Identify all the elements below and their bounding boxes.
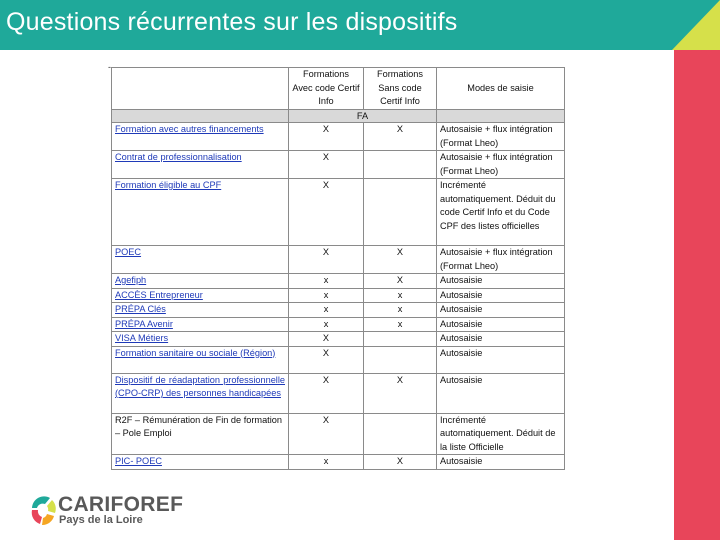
header-cell-dispositif: [112, 68, 289, 110]
row-label[interactable]: Agefiph: [112, 274, 289, 289]
avec-code-mark: x: [289, 274, 364, 289]
header-cell-sans-code: Formations Sans code Certif Info: [364, 68, 437, 110]
sans-code-mark: [364, 151, 437, 179]
table-row: [112, 246, 565, 274]
band-spacer: [112, 110, 289, 123]
avec-code-mark: X: [289, 413, 364, 455]
page-title: Questions récurrentes sur les dispositifs: [6, 8, 458, 36]
corner-triangle-decoration: [672, 0, 720, 50]
mode-cell: Autosaisie + flux intégration (Format Lheo): [437, 246, 565, 274]
sans-code-mark: [364, 332, 437, 347]
row-label[interactable]: Dispositif de réadaptation professionnelle (CPO-CRP) des personnes handicapées: [112, 373, 289, 413]
sans-code-mark: X: [364, 455, 437, 470]
row-label[interactable]: VISA Métiers: [112, 332, 289, 347]
header-cell-avec-code: Formations Avec code Certif Info: [289, 68, 364, 110]
table-row: [112, 373, 565, 413]
sans-code-mark: X: [364, 373, 437, 413]
avec-code-mark: x: [289, 303, 364, 318]
row-label[interactable]: PIC- POEC: [112, 455, 289, 470]
mode-cell: Autosaisie: [437, 288, 565, 303]
table-row: [112, 455, 565, 470]
mode-cell: Incrémenté automatiquement. Déduit du code Certif Info et du Code CPF des listes officielles: [437, 179, 565, 246]
mode-cell: Autosaisie + flux intégration (Format Lheo): [437, 151, 565, 179]
avec-code-mark: x: [289, 288, 364, 303]
avec-code-mark: x: [289, 317, 364, 332]
sans-code-mark: x: [364, 303, 437, 318]
table-row: [112, 346, 565, 373]
sans-code-mark: X: [364, 274, 437, 289]
cariforef-logo-icon: [28, 494, 58, 528]
row-label[interactable]: ACCÈS Entrepreneur: [112, 288, 289, 303]
band-label: FA: [289, 110, 437, 123]
row-label: R2F – Rémunération de Fin de formation – Pole Emploi: [112, 413, 289, 455]
sans-code-mark: [364, 346, 437, 373]
avec-code-mark: X: [289, 179, 364, 246]
band-spacer: [437, 110, 565, 123]
logo-subtitle: Pays de la Loire: [59, 514, 143, 526]
dispositifs-table: [111, 67, 565, 470]
mode-cell: Incrémenté automatiquement. Déduit de la liste Officielle: [437, 413, 565, 455]
mode-cell: Autosaisie + flux intégration (Format Lheo): [437, 123, 565, 151]
table-row: [112, 317, 565, 332]
sans-code-mark: X: [364, 123, 437, 151]
table-header-row: [112, 68, 565, 110]
avec-code-mark: x: [289, 455, 364, 470]
avec-code-mark: X: [289, 373, 364, 413]
mode-cell: Autosaisie: [437, 455, 565, 470]
mode-cell: Autosaisie: [437, 317, 565, 332]
mode-cell: Autosaisie: [437, 332, 565, 347]
row-label[interactable]: Formation éligible au CPF: [112, 179, 289, 246]
table-band-row: [112, 110, 565, 123]
table-row: [112, 413, 565, 455]
sans-code-mark: x: [364, 288, 437, 303]
sans-code-mark: X: [364, 246, 437, 274]
table-row: [112, 332, 565, 347]
row-label[interactable]: PRÉPA Avenir: [112, 317, 289, 332]
avec-code-mark: X: [289, 151, 364, 179]
sans-code-mark: [364, 179, 437, 246]
header-bar: [0, 0, 720, 50]
table-row: [112, 123, 565, 151]
avec-code-mark: X: [289, 332, 364, 347]
header-cell-modes: Modes de saisie: [437, 68, 565, 110]
table-row: [112, 274, 565, 289]
cariforef-logo: [28, 494, 198, 528]
table-row: [112, 288, 565, 303]
sans-code-mark: [364, 413, 437, 455]
row-label[interactable]: Formation avec autres financements: [112, 123, 289, 151]
page-mark: -: [108, 62, 111, 72]
table-row: [112, 179, 565, 246]
row-label[interactable]: Contrat de professionnalisation: [112, 151, 289, 179]
side-accent-bar: [674, 50, 720, 540]
table-row: [112, 151, 565, 179]
mode-cell: Autosaisie: [437, 274, 565, 289]
sans-code-mark: x: [364, 317, 437, 332]
row-label[interactable]: Formation sanitaire ou sociale (Région): [112, 346, 289, 373]
mode-cell: Autosaisie: [437, 303, 565, 318]
row-label[interactable]: PRÉPA Clés: [112, 303, 289, 318]
mode-cell: Autosaisie: [437, 346, 565, 373]
avec-code-mark: X: [289, 246, 364, 274]
avec-code-mark: X: [289, 346, 364, 373]
row-label[interactable]: POEC: [112, 246, 289, 274]
mode-cell: Autosaisie: [437, 373, 565, 413]
logo-name: CARIFOREF: [58, 493, 184, 516]
table-row: [112, 303, 565, 318]
avec-code-mark: X: [289, 123, 364, 151]
